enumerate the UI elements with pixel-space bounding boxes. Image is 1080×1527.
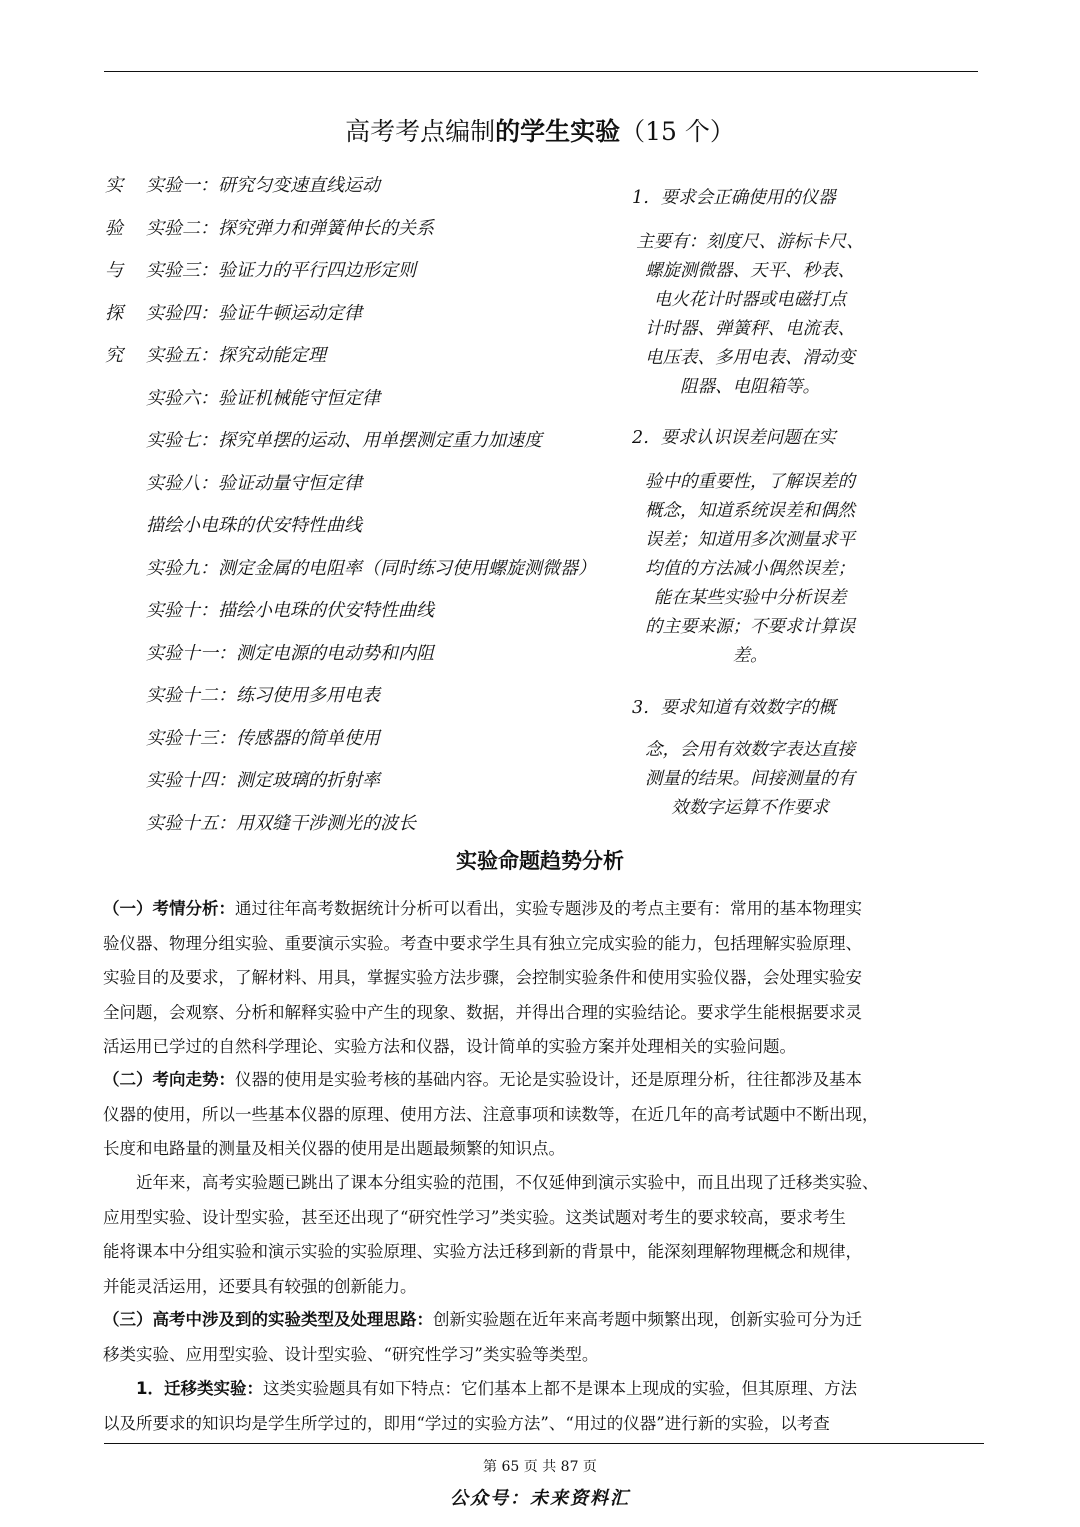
experiment-item: 实验十一：测定电源的电动势和内阻 <box>146 642 434 664</box>
header-rule <box>104 71 978 72</box>
paragraph-label: （二）考向走势： <box>103 1070 235 1089</box>
experiment-item: 实验四：验证牛顿运动定律 <box>146 302 362 324</box>
requirement-3-body: 念，会用有效数字表达直接 测量的结果。间接测量的有 效数字运算不作要求 <box>645 740 855 818</box>
side-char: 究 <box>105 345 123 366</box>
paragraph-transfer-experiments: 1．迁移类实验：这类实验题具有如下特点：它们基本上都不是课本上现成的实验，但其原理、方法 以及所要求的知识均是学生所学过的，即用“学过的实验方法”、“用过的仪器”进行新的实验，以考查 <box>103 1379 857 1433</box>
title-part-1: 高考考点编制 <box>345 117 496 146</box>
side-char: 验 <box>105 217 123 239</box>
section-title: 实验命题趋势分析 <box>456 849 624 873</box>
experiment-item: 实验五：探究动能定理 <box>146 345 326 366</box>
experiment-item: 描绘小电珠的伏安特性曲线 <box>146 515 362 536</box>
experiment-item: 实验六：验证机械能守恒定律 <box>146 387 380 409</box>
experiment-item: 实验十：描绘小电珠的伏安特性曲线 <box>146 600 434 621</box>
paragraph-label: （一）考情分析： <box>103 899 235 918</box>
experiment-item: 实验九：测定金属的电阻率（同时练习使用螺旋测微器） <box>146 557 596 579</box>
requirement-2-body: 验中的重要性，了解误差的 概念，知道系统误差和偶然 误差；知道用多次测量求平 均值的方法减小偶然误差； 能在某些实验中分析误差 的主要来源；不要求计算误 差。 <box>645 472 855 666</box>
experiment-item: 实验十四：测定玻璃的折射率 <box>146 770 380 791</box>
side-char: 探 <box>105 302 123 324</box>
experiment-item: 实验三：验证力的平行四边形定则 <box>146 260 416 281</box>
side-label <box>105 172 123 385</box>
experiment-list <box>146 172 596 852</box>
experiment-item: 实验八：验证动量守恒定律 <box>146 472 362 494</box>
page-title <box>0 112 1080 148</box>
experiment-item: 实验十二：练习使用多用电表 <box>146 685 380 706</box>
requirement-1-body: 主要有：刻度尺、游标卡尺、 螺旋测微器、天平、秒表、 电火花计时器或电磁打点 计时器、弹簧秤、电流表、 电压表、多用电表、滑动变 阻器、电阻箱等。 <box>636 232 864 397</box>
experiment-item: 实验十三：传感器的简单使用 <box>146 727 380 749</box>
experiment-item: 实验七：探究单摆的运动、用单摆测定重力加速度 <box>146 430 542 451</box>
title-part-3: （15 个） <box>620 117 735 146</box>
title-part-2: 的学生实验 <box>495 117 621 146</box>
paragraph-experiment-types: （三）高考中涉及到的实验类型及处理思路：创新实验题在近年来高考题中频繁出现，创新实验可分为迁 移类实验、应用型实验、设计型实验、“研究性学习”类实验等类型。 <box>103 1310 862 1364</box>
requirement-1-heading: 1．要求会正确使用的仪器 <box>632 188 836 208</box>
footer-brand: 公众号：未来资料汇 <box>450 1488 630 1509</box>
requirement-3-heading: 3．要求知道有效数字的概 <box>632 698 836 718</box>
paragraph-label: 1．迁移类实验： <box>136 1379 263 1398</box>
paragraph-exam-analysis: （一）考情分析：通过往年高考数据统计分析可以看出，实验专题涉及的考点主要有：常用的基本物理实 验仪器、物理分组实验、重要演示实验。考查中要求学生具有独立完成实验的能力，包括理解实验原理、 实验目的及要求，了解材料、用具，掌握实验方法步骤，会控制实验条件和使用实验仪器，会处理实验安 全问题，会观察、分析和解释实验中产生的现象、数据，并得出合理的实验结论。要求学生能根据要求灵 活运用已学过的自然科学理论、实验方法和仪器，设计简单的实验方案并处理相关的实验问题。 <box>103 899 862 1056</box>
paragraph-exam-trend: （二）考向走势：仪器的使用是实验考核的基础内容。无论是实验设计，还是原理分析，往往都涉及基本 仪器的使用，所以一些基本仪器的原理、使用方法、注意事项和读数等，在近几年的高考试题中不断出现， 长度和电路量的测量及相关仪器的使用是出题最频繁的知识点。 <box>103 1070 879 1158</box>
experiment-item: 实验十五：用双缝干涉测光的波长 <box>146 812 416 834</box>
side-char: 与 <box>105 260 123 281</box>
requirement-2-heading: 2．要求认识误差问题在实 <box>632 428 836 448</box>
experiment-item: 实验一：研究匀变速直线运动 <box>146 175 380 196</box>
page-number: 第 65 页 共 87 页 <box>483 1459 597 1475</box>
paragraph-recent-years: 近年来，高考实验题已跳出了课本分组实验的范围，不仅延伸到演示实验中，而且出现了迁移类实验、 应用型实验、设计型实验，甚至还出现了“研究性学习”类实验。这类试题对考生的要求较高，要求考生 能将课本中分组实验和演示实验的实验原理、实验方法迁移到新的背景中，能深刻理解物理概念和规律， 并能灵活运用，还要具有较强的创新能力。 <box>103 1173 879 1296</box>
paragraph-label: （三）高考中涉及到的实验类型及处理思路： <box>103 1310 433 1329</box>
footer-rule <box>104 1443 984 1444</box>
side-char: 实 <box>105 175 123 196</box>
experiment-item: 实验二：探究弹力和弹簧伸长的关系 <box>146 217 434 239</box>
